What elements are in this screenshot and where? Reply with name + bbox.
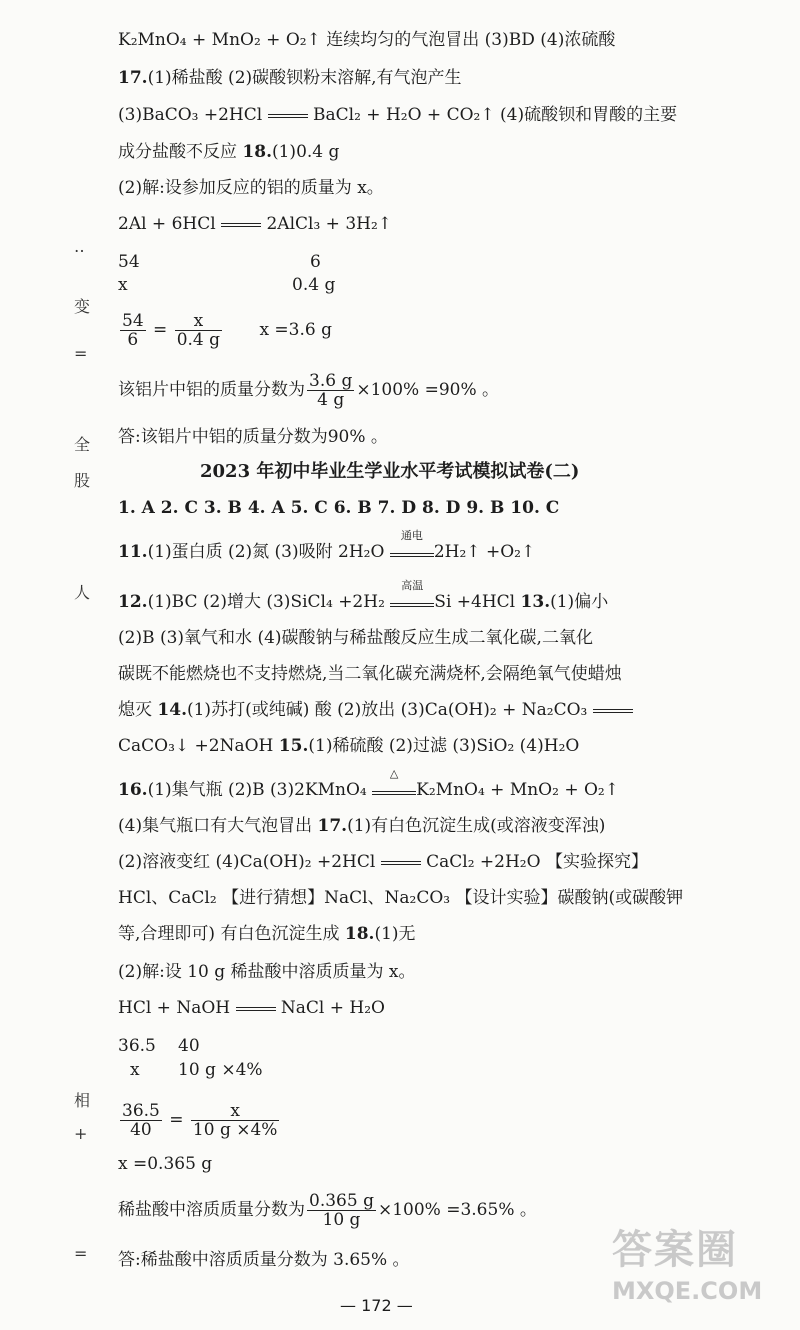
equation-left: 2Al + 6HCl — [118, 214, 216, 234]
text-line: (2)解:设 10 g 稀盐酸中溶质质量为 x。 — [118, 962, 416, 982]
answer-segment: 成分盐酸不反应 — [118, 142, 237, 162]
equals-sign — [221, 223, 261, 227]
margin-mark: + — [74, 1124, 88, 1143]
question-number: 15. — [278, 736, 309, 756]
margin-mark: = — [74, 344, 88, 363]
equation-left: (3)BaCO₃ +2HCl — [118, 105, 263, 125]
page-number: — 172 — — [340, 1296, 413, 1315]
margin-mark: ‥ — [74, 237, 85, 256]
text-line: HCl、CaCl₂ 【进行猜想】NaCl、Na₂CO₃ 【设计实验】碳酸钠(或碳酸钾 — [118, 888, 684, 908]
reaction-condition: 通电 — [390, 544, 434, 557]
text-line: 熄灭 14.(1)苏打(或纯碱) 酸 (2)放出 (3)Ca(OH)₂ + Na₂CO₃ — [118, 698, 633, 722]
text-line: (4)集气瓶口有大气泡冒出 17.(1)有白色沉淀生成(或溶液变浑浊) — [118, 816, 606, 836]
fraction: $\frac{54}{6}$ — [122, 311, 144, 350]
reaction-condition: 高温 — [390, 594, 434, 607]
ratio-line: 10 g ×4% — [178, 1060, 263, 1080]
question-number: 17. — [118, 68, 148, 88]
result: x =3.6 g — [259, 320, 332, 340]
question-number: 18. — [242, 142, 272, 162]
fraction: $\frac{3.6 g}{4 g}$ — [309, 371, 353, 410]
text-line: (2)B (3)氧气和水 (4)碳酸钠与稀盐酸反应生成二氧化碳,二氧化 — [118, 628, 593, 648]
margin-mark: 变 — [74, 297, 91, 316]
question-number: 17. — [317, 816, 348, 836]
ratio-line: 0.4 g — [292, 275, 336, 295]
choice-answers: 1. A 2. C 3. B 4. A 5. C 6. B 7. D 8. D 9. B 10. C — [118, 498, 560, 518]
reaction-condition: △ — [372, 782, 416, 795]
fraction: $\frac{x}{0.4 g}$ — [176, 311, 221, 350]
fraction: $\frac{x}{10 g \times 4\%}$ — [192, 1101, 278, 1140]
margin-mark: 相 — [74, 1091, 91, 1110]
question-number: 16. — [118, 780, 148, 800]
ratio-line: 36.5 — [118, 1036, 156, 1056]
watermark-logo — [612, 1225, 792, 1321]
watermark-url: MXQE.COM — [612, 1277, 763, 1305]
equation-right: 2AlCl₃ + 3H₂↑ — [266, 214, 393, 234]
text-line: 稀盐酸中溶质质量分数为 $\frac{0.365 g}{10 g}$ ×100% =3.65% 。 — [118, 1191, 537, 1230]
text-line — [118, 103, 677, 127]
proportion-line: $\frac{36.5}{40}$ = $\frac{x}{10 g \times 4\%}$ — [122, 1101, 278, 1140]
ratio-value: 54 — [118, 252, 140, 272]
text-line — [118, 140, 339, 164]
result: x =0.365 g — [118, 1154, 213, 1174]
text-line: CaCO₃↓ +2NaOH 15.(1)稀硫酸 (2)过滤 (3)SiO₂ (4)H₂O — [118, 736, 580, 756]
equals-sign — [236, 1007, 276, 1011]
text-line: K₂MnO₄ + MnO₂ + O₂↑ 连续均匀的气泡冒出 (3)BD (4)浓硫酸 — [118, 30, 616, 50]
text-line — [118, 212, 392, 236]
equation-right: BaCl₂ + H₂O + CO₂↑ (4)硫酸钡和胃酸的主要 — [313, 105, 678, 125]
margin-mark: 全 — [74, 435, 91, 454]
ratio-line: 6 — [310, 252, 321, 272]
text-line: 16.(1)集气瓶 (2)B (3)2KMnO₄ △ K₂MnO₄ + MnO₂ + O₂↑ — [118, 767, 619, 800]
equals-sign — [381, 861, 421, 865]
text-line: 碳既不能燃烧也不支持燃烧,当二氧化碳充满烧杯,会隔绝氧气使蜡烛 — [118, 664, 622, 684]
equals-sign — [268, 114, 308, 118]
text-line: (2)解:设参加反应的铝的质量为 x。 — [118, 178, 384, 198]
equals-sign — [593, 709, 633, 713]
text-line: (2)溶液变红 (4)Ca(OH)₂ +2HCl CaCl₂ +2H₂O 【实验探究】 — [118, 852, 648, 872]
question-number: 11. — [118, 542, 148, 562]
answer-segment: (1)稀盐酸 (2)碳酸钡粉末溶解,有气泡产生 — [147, 68, 462, 88]
question-number: 14. — [157, 700, 187, 720]
ratio-line: x — [130, 1060, 140, 1080]
text-line: 答:稀盐酸中溶质质量分数为 3.65% 。 — [118, 1250, 410, 1270]
section-title: 2023 年初中毕业生学业水平考试模拟试卷(二) — [200, 461, 580, 482]
text-line: 等,合理即可) 有白色沉淀生成 18.(1)无 — [118, 924, 416, 944]
margin-mark: 股 — [74, 471, 91, 490]
ratio-line — [118, 250, 140, 274]
ratio-line: 40 — [178, 1036, 200, 1056]
ratio-line: x — [118, 275, 128, 295]
text-line: 11.(1)蛋白质 (2)氮 (3)吸附 2H₂O 通电 2H₂↑ +O₂↑ — [118, 529, 536, 562]
text-line: 答:该铝片中铝的质量分数为90% 。 — [118, 427, 388, 447]
fraction: $\frac{36.5}{40}$ — [122, 1101, 160, 1140]
text-line — [118, 66, 462, 90]
proportion-line: $\frac{54}{6}$ = $\frac{x}{0.4 g}$ x =3.6 g — [122, 311, 332, 350]
margin-mark: 人 — [74, 583, 91, 602]
text-line: 该铝片中铝的质量分数为 $\frac{3.6 g}{4 g}$ ×100% =90% 。 — [118, 371, 500, 410]
margin-mark: = — [74, 1244, 88, 1263]
question-number: 18. — [344, 924, 375, 944]
question-number: 12. — [118, 592, 148, 612]
text-line: HCl + NaOH NaCl + H₂O — [118, 998, 385, 1018]
fraction: $\frac{0.365 g}{10 g}$ — [309, 1191, 374, 1230]
answer-segment: (1)0.4 g — [271, 142, 340, 162]
text-line: 12.(1)BC (2)增大 (3)SiCl₄ +2H₂ 高温 Si +4HCl 13.(1)偏小 — [118, 579, 609, 612]
watermark-text: 答案圈 — [612, 1227, 738, 1273]
question-number: 13. — [520, 592, 551, 612]
